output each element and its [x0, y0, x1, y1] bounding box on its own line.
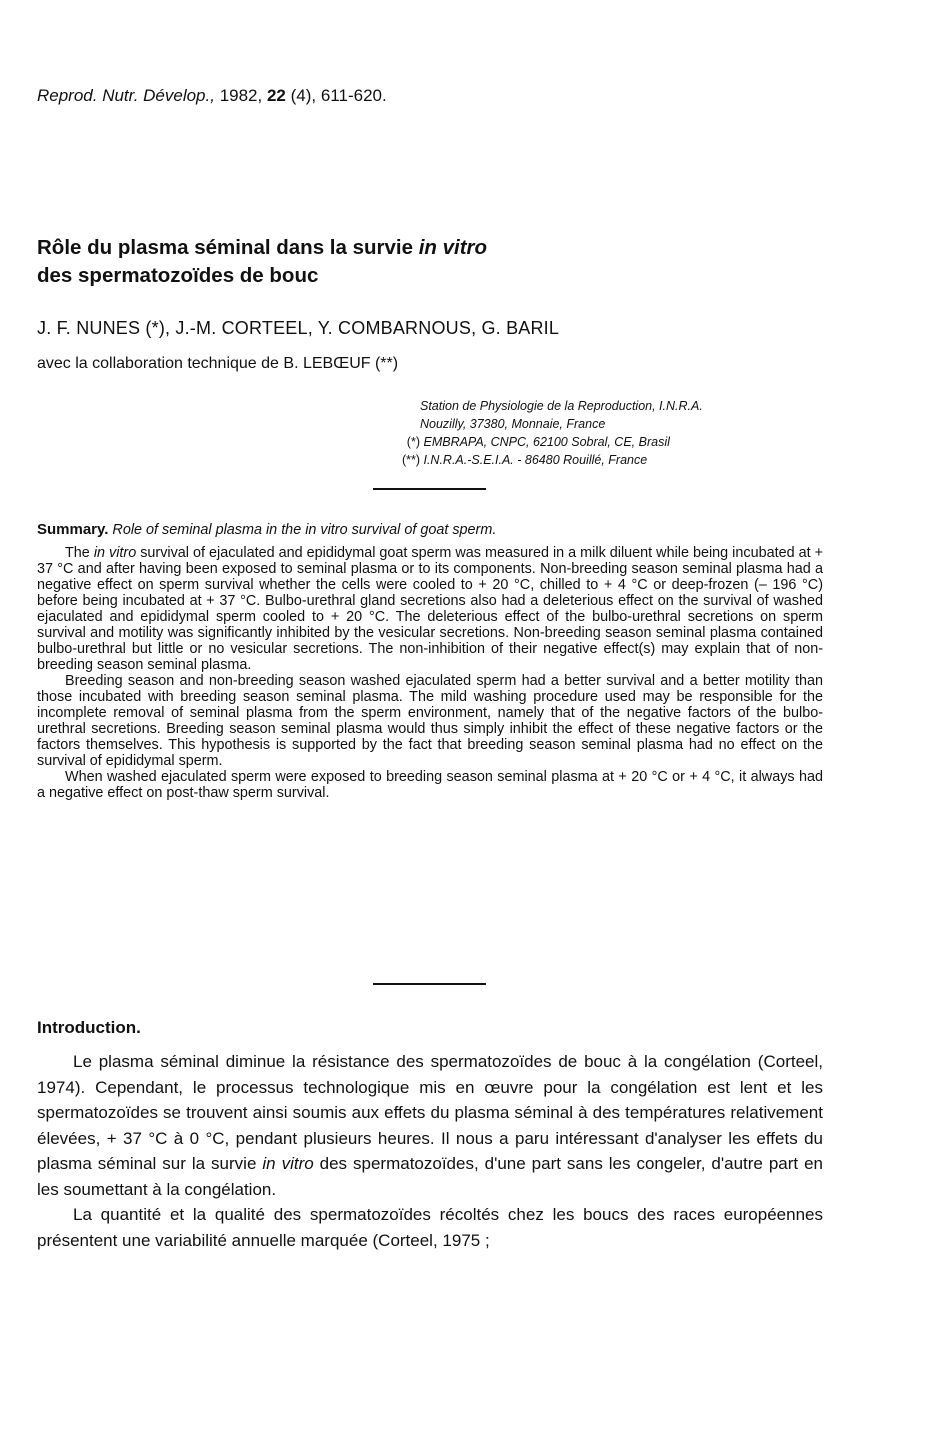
title-line-2: des spermatozoïdes de bouc	[37, 264, 319, 287]
intro-p1-italic: in vitro	[262, 1154, 314, 1173]
summary-p1-start: The	[65, 545, 94, 561]
affiliation-3	[378, 451, 838, 469]
affiliation-1-text: Station de Physiologie de la Reproduction, I.N.R.A.	[420, 399, 703, 413]
separator-rule-2	[373, 983, 486, 985]
summary-paragraph-1	[37, 545, 823, 673]
journal-year: 1982,	[219, 86, 263, 105]
summary-section	[37, 522, 823, 801]
author-list: J. F. NUNES (*), J.-M. CORTEEL, Y. COMBARNOUS, G. BARIL	[37, 318, 560, 338]
technical-collaboration: avec la collaboration technique de B. LEBŒUF (**)	[37, 355, 399, 372]
summary-heading	[37, 522, 823, 538]
journal-issue-pages: (4), 611-620.	[290, 86, 387, 105]
journal-name: Reprod. Nutr. Dévelop.,	[37, 86, 215, 105]
introduction-paragraph-1	[37, 1049, 823, 1202]
intro-p1-start: Le plasma séminal diminue la résistance des spermatozoïdes de bouc à la congélation (Corteel, 1974). Cependant, le processus technologique mis en œuvre pour la congélation est lent et les spermatozoïdes se trouvent ainsi soumis aux effets du plasma séminal à des températures relativement élevées, + 37 °C à 0 °C, pendant plusieurs heures. Il nous a paru intéressant d'analyser les effets du plasma séminal sur la survie	[37, 1052, 823, 1173]
affiliation-1b	[378, 415, 838, 433]
affiliation-2-text: EMBRAPA, CNPC, 62100 Sobral, CE, Brasil	[423, 435, 670, 449]
summary-label: Summary.	[37, 521, 109, 538]
summary-p1-italic: in vitro	[93, 545, 137, 561]
introduction-section	[37, 1049, 823, 1253]
journal-volume: 22	[266, 86, 286, 105]
title-line-1	[37, 234, 857, 262]
affiliations	[378, 397, 838, 469]
affiliation-3-mark: (**)	[401, 453, 420, 467]
separator-rule-1	[373, 488, 486, 490]
journal-citation	[37, 86, 387, 106]
summary-paragraph-3: When washed ejaculated sperm were exposed to breeding season seminal plasma at + 20 °C or + 4 °C, it always had a negative effect on post-thaw sperm survival.	[37, 769, 823, 801]
summary-paragraph-2: Breeding season and non-breeding season washed ejaculated sperm had a better survival and a better motility than those incubated with breeding season seminal plasma. The mild washing procedure used may be responsible for the incomplete removal of seminal plasma from the sperm environment, namely that of the negative factors of the bulbo-urethral secretions. Breeding season seminal plasma would thus simply inhibit the effect of these negative factors or the factors themselves. This hypothesis is supported by the fact that breeding season seminal plasma had no effect on the survival of epididymal sperm.	[37, 673, 823, 769]
affiliation-3-text: I.N.R.A.-S.E.I.A. - 86480 Rouillé, France	[423, 453, 648, 467]
title-text-1: Rôle du plasma séminal dans la survie	[37, 236, 419, 259]
introduction-paragraph-2: La quantité et la qualité des spermatozoïdes récoltés chez les boucs des races européennes présentent une variabilité annuelle marquée (Corteel, 1975 ;	[37, 1205, 823, 1250]
affiliation-2	[378, 433, 838, 451]
affiliation-1	[378, 397, 838, 415]
intro-p1-end: des spermatozoïdes, d'une part sans les congeler, d'autre part en les soumettant à la congélation.	[37, 1154, 823, 1199]
summary-p1-rest: survival of ejaculated and epididymal goat sperm was measured in a milk diluent while being incubated at + 37 °C and after having been exposed to seminal plasma or to its components. Non-breeding season seminal plasma had a negative effect on sperm survival whether the cells were cooled to + 20 °C, chilled to + 4 °C or deep-frozen (– 196 °C) before being incubated at + 37 °C. Bulbo-urethral gland secretions also had a deleterious effect on the survival of washed ejaculated and epididymal sperm cooled to + 20 °C. The deleterious effect of the bulbo-urethral secretions on sperm survival and motility was significantly inhibited by the vesicular secretions. Non-breeding season seminal plasma contained bulbo-urethral but little or no vesicular secretions. The non-inhibition of their negative effect(s) may explain that of non-breeding season seminal plasma.	[37, 545, 823, 673]
affiliation-1b-text: Nouzilly, 37380, Monnaie, France	[420, 417, 606, 431]
article-title	[37, 234, 857, 290]
summary-english-title: Role of seminal plasma in the in vitro survival of goat sperm.	[112, 522, 497, 538]
affiliation-2-mark: (*)	[406, 435, 420, 449]
introduction-heading: Introduction.	[37, 1018, 141, 1037]
title-italic: in vitro	[418, 236, 488, 259]
